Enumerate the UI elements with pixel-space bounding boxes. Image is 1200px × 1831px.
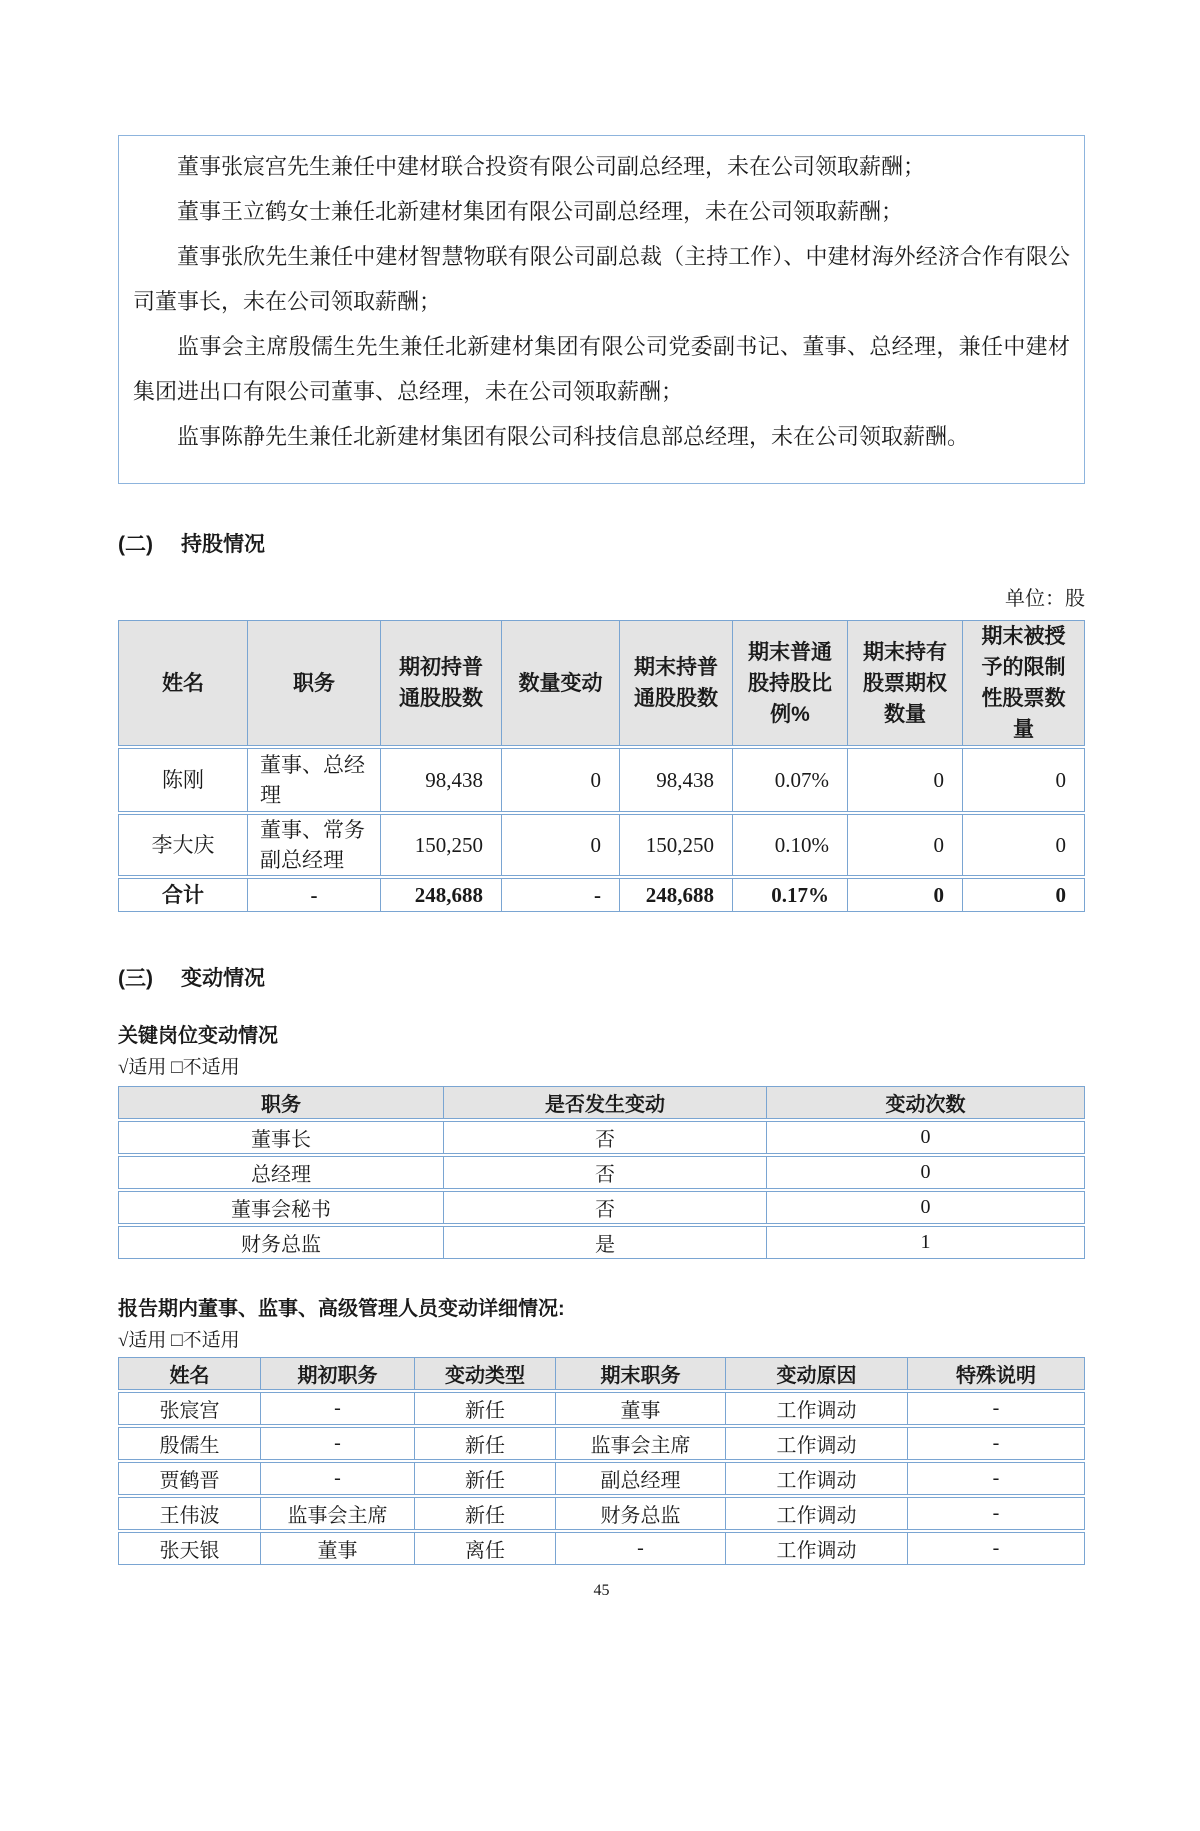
cell-restricted: 0 bbox=[963, 748, 1085, 812]
detail-changes-table bbox=[118, 1355, 1085, 1567]
cell-end-shares: 248,688 bbox=[620, 878, 733, 912]
cell-change-count: 0 bbox=[767, 1191, 1085, 1224]
cell-changed: 否 bbox=[444, 1121, 767, 1154]
cell-change: 0 bbox=[502, 814, 620, 876]
col-header-begin-shares: 期初持普通股股数 bbox=[381, 620, 502, 746]
table-total-row bbox=[118, 878, 1085, 912]
table-row bbox=[118, 1532, 1085, 1565]
table-row bbox=[118, 1156, 1085, 1189]
cell-begin-role: - bbox=[261, 1392, 415, 1425]
cell-position: 财务总监 bbox=[118, 1226, 444, 1259]
col-header-role: 职务 bbox=[248, 620, 381, 746]
cell-end-role: 副总经理 bbox=[556, 1462, 726, 1495]
cell-begin-shares: 98,438 bbox=[381, 748, 502, 812]
cell-end-shares: 98,438 bbox=[620, 748, 733, 812]
cell-changed: 否 bbox=[444, 1191, 767, 1224]
cell-options: 0 bbox=[848, 814, 963, 876]
cell-name: 殷儒生 bbox=[118, 1427, 261, 1460]
cell-change-reason: 工作调动 bbox=[726, 1392, 908, 1425]
cell-begin-role: - bbox=[261, 1427, 415, 1460]
cell-special-note: - bbox=[908, 1427, 1085, 1460]
cell-change-reason: 工作调动 bbox=[726, 1532, 908, 1565]
shareholding-table bbox=[118, 618, 1085, 914]
page-number: 45 bbox=[593, 1582, 610, 1599]
intro-paragraph: 监事会主席殷儒生先生兼任北新建材集团有限公司党委副书记、董事、总经理，兼任中建材集团进出口有限公司董事、总经理，未在公司领取薪酬； bbox=[133, 334, 1070, 404]
cell-changed: 是 bbox=[444, 1226, 767, 1259]
col-header-begin-role: 期初职务 bbox=[261, 1357, 415, 1390]
cell-options: 0 bbox=[848, 748, 963, 812]
col-header-change-type: 变动类型 bbox=[415, 1357, 556, 1390]
cell-begin-shares: 248,688 bbox=[381, 878, 502, 912]
cell-end-ratio: 0.17% bbox=[733, 878, 848, 912]
section-2-title: 持股情况 bbox=[181, 533, 265, 556]
intro-paragraph: 董事王立鹤女士兼任北新建材集团有限公司副总经理，未在公司领取薪酬； bbox=[177, 199, 904, 224]
cell-change-type: 离任 bbox=[415, 1532, 556, 1565]
cell-begin-role: 监事会主席 bbox=[261, 1497, 415, 1530]
col-header-end-role: 期末职务 bbox=[556, 1357, 726, 1390]
cell-change-count: 1 bbox=[767, 1226, 1085, 1259]
section-2-number: (二) bbox=[118, 533, 153, 556]
cell-change: - bbox=[502, 878, 620, 912]
cell-change-type: 新任 bbox=[415, 1427, 556, 1460]
table-row bbox=[118, 1191, 1085, 1224]
intro-paragraph: 监事陈静先生兼任北新建材集团有限公司科技信息部总经理，未在公司领取薪酬。 bbox=[177, 424, 970, 449]
cell-change-reason: 工作调动 bbox=[726, 1427, 908, 1460]
cell-end-role: 财务总监 bbox=[556, 1497, 726, 1530]
cell-end-ratio: 0.07% bbox=[733, 748, 848, 812]
table-row bbox=[118, 748, 1085, 812]
cell-change-type: 新任 bbox=[415, 1392, 556, 1425]
table-header-row bbox=[118, 620, 1085, 746]
detail-changes-applicability: √适用 □不适用 bbox=[118, 1330, 240, 1351]
intro-paragraph: 董事张宸宫先生兼任中建材联合投资有限公司副总经理，未在公司领取薪酬； bbox=[177, 154, 926, 179]
cell-begin-shares: 150,250 bbox=[381, 814, 502, 876]
table-row bbox=[118, 1497, 1085, 1530]
detail-changes-title: 报告期内董事、监事、高级管理人员变动详细情况: bbox=[118, 1298, 565, 1320]
cell-special-note: - bbox=[908, 1392, 1085, 1425]
cell-end-ratio: 0.10% bbox=[733, 814, 848, 876]
col-header-change-count: 变动次数 bbox=[767, 1086, 1085, 1119]
section-3-heading bbox=[118, 967, 1085, 991]
table-row bbox=[118, 1226, 1085, 1259]
cell-role: 董事、常务副总经理 bbox=[248, 814, 381, 876]
table-header-row bbox=[118, 1086, 1085, 1119]
cell-position: 总经理 bbox=[118, 1156, 444, 1189]
cell-end-role: 董事 bbox=[556, 1392, 726, 1425]
cell-position: 董事长 bbox=[118, 1121, 444, 1154]
intro-paragraph: 董事张欣先生兼任中建材智慧物联有限公司副总裁（主持工作）、中建材海外经济合作有限公司董事长，未在公司领取薪酬； bbox=[133, 244, 1070, 314]
key-positions-title: 关键岗位变动情况 bbox=[118, 1025, 278, 1047]
cell-restricted: 0 bbox=[963, 878, 1085, 912]
col-header-special-note: 特殊说明 bbox=[908, 1357, 1085, 1390]
cell-position: 董事会秘书 bbox=[118, 1191, 444, 1224]
cell-name: 陈刚 bbox=[118, 748, 248, 812]
cell-name: 李大庆 bbox=[118, 814, 248, 876]
cell-changed: 否 bbox=[444, 1156, 767, 1189]
key-positions-table bbox=[118, 1084, 1085, 1261]
unit-label: 单位：股 bbox=[1005, 588, 1085, 610]
cell-special-note: - bbox=[908, 1532, 1085, 1565]
document-page bbox=[118, 135, 1085, 1601]
cell-begin-role: - bbox=[261, 1462, 415, 1495]
cell-change-reason: 工作调动 bbox=[726, 1462, 908, 1495]
section-3-title: 变动情况 bbox=[181, 967, 265, 990]
cell-role: 董事、总经理 bbox=[248, 748, 381, 812]
cell-name: 张宸宫 bbox=[118, 1392, 261, 1425]
col-header-change: 数量变动 bbox=[502, 620, 620, 746]
cell-change: 0 bbox=[502, 748, 620, 812]
table-row bbox=[118, 814, 1085, 876]
cell-change-reason: 工作调动 bbox=[726, 1497, 908, 1530]
cell-begin-role: 董事 bbox=[261, 1532, 415, 1565]
cell-total-label: 合计 bbox=[118, 878, 248, 912]
cell-end-role: 监事会主席 bbox=[556, 1427, 726, 1460]
col-header-name: 姓名 bbox=[118, 620, 248, 746]
table-row bbox=[118, 1427, 1085, 1460]
cell-name: 张天银 bbox=[118, 1532, 261, 1565]
cell-options: 0 bbox=[848, 878, 963, 912]
col-header-options: 期末持有股票期权数量 bbox=[848, 620, 963, 746]
table-header-row bbox=[118, 1357, 1085, 1390]
intro-text-box bbox=[118, 135, 1085, 484]
key-positions-applicability: √适用 □不适用 bbox=[118, 1057, 240, 1078]
col-header-changed: 是否发生变动 bbox=[444, 1086, 767, 1119]
col-header-change-reason: 变动原因 bbox=[726, 1357, 908, 1390]
cell-restricted: 0 bbox=[963, 814, 1085, 876]
col-header-end-shares: 期末持普通股股数 bbox=[620, 620, 733, 746]
section-2-heading bbox=[118, 533, 1085, 557]
table-row bbox=[118, 1462, 1085, 1495]
cell-special-note: - bbox=[908, 1462, 1085, 1495]
cell-name: 王伟波 bbox=[118, 1497, 261, 1530]
col-header-position: 职务 bbox=[118, 1086, 444, 1119]
cell-special-note: - bbox=[908, 1497, 1085, 1530]
cell-change-type: 新任 bbox=[415, 1462, 556, 1495]
col-header-end-ratio: 期末普通股持股比例% bbox=[733, 620, 848, 746]
cell-change-type: 新任 bbox=[415, 1497, 556, 1530]
col-header-name: 姓名 bbox=[118, 1357, 261, 1390]
cell-end-role: - bbox=[556, 1532, 726, 1565]
section-3-number: (三) bbox=[118, 967, 153, 990]
cell-name: 贾鹤晋 bbox=[118, 1462, 261, 1495]
col-header-restricted: 期末被授予的限制性股票数量 bbox=[963, 620, 1085, 746]
cell-end-shares: 150,250 bbox=[620, 814, 733, 876]
cell-change-count: 0 bbox=[767, 1156, 1085, 1189]
table-row bbox=[118, 1121, 1085, 1154]
cell-role: - bbox=[248, 878, 381, 912]
cell-change-count: 0 bbox=[767, 1121, 1085, 1154]
table-row bbox=[118, 1392, 1085, 1425]
